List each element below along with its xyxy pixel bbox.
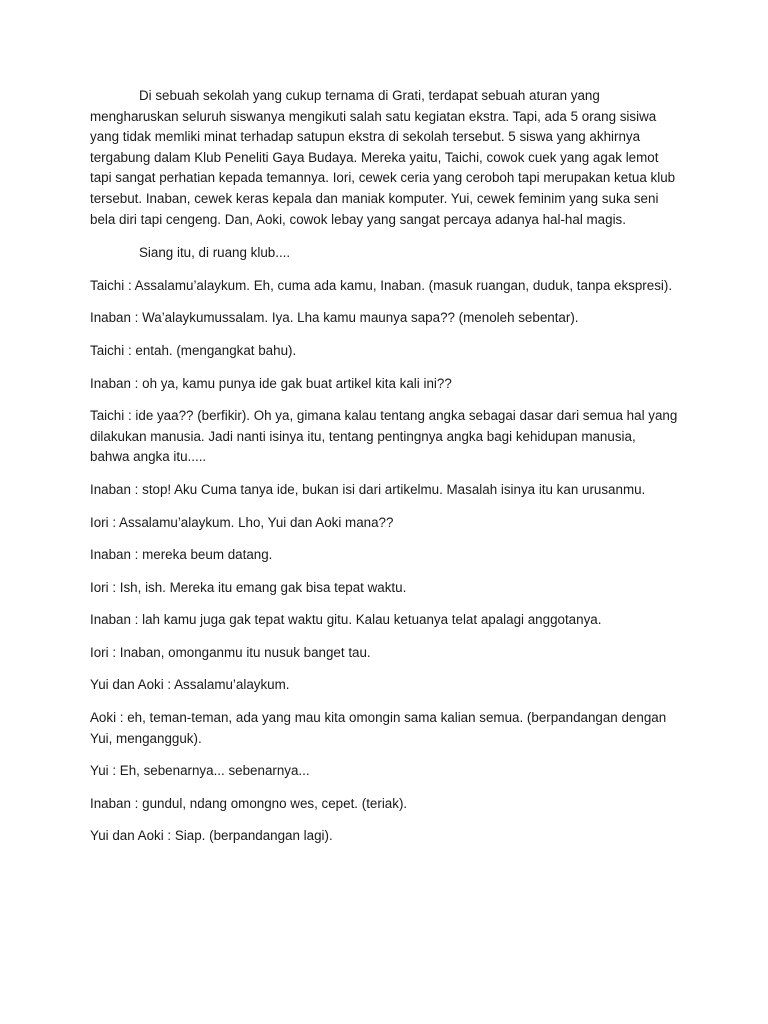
dialogue-line: Taichi : Assalamu’alaykum. Eh, cuma ada kamu, Inaban. (masuk ruangan, duduk, tanpa ekspresi). bbox=[90, 277, 673, 293]
document-page bbox=[90, 86, 678, 859]
dialogue-line: Inaban : mereka beum datang. bbox=[90, 547, 273, 563]
dialogue-line: Inaban : Wa’alaykumussalam. Iya. Lha kamu maunya sapa?? (menoleh sebentar). bbox=[90, 310, 579, 326]
dialogue-line: Inaban : lah kamu juga gak tepat waktu gitu. Kalau ketuanya telat apalagi anggotanya. bbox=[90, 612, 602, 628]
dialogue-line: Yui dan Aoki : Siap. (berpandangan lagi). bbox=[90, 828, 333, 844]
dialogue-line: Inaban : gundul, ndang omongno wes, cepet. (teriak). bbox=[90, 795, 408, 811]
dialogue-line: Inaban : oh ya, kamu punya ide gak buat artikel kita kali ini?? bbox=[90, 375, 452, 391]
dialogue-line: Inaban : stop! Aku Cuma tanya ide, bukan isi dari artikelmu. Masalah isinya itu kan urusanmu. bbox=[90, 481, 646, 497]
dialogue-line: Yui dan Aoki : Assalamu’alaykum. bbox=[90, 677, 290, 693]
dialogue-line: Aoki : eh, teman-teman, ada yang mau kita omongin sama kalian semua. (berpandangan dengan Yui, mengangguk). bbox=[90, 710, 667, 746]
dialogue-line: Iori : Assalamu’alaykum. Lho, Yui dan Aoki mana?? bbox=[90, 514, 394, 530]
scene-paragraph: Siang itu, di ruang klub.... bbox=[139, 245, 291, 261]
dialogue-line: Iori : Ish, ish. Mereka itu emang gak bisa tepat waktu. bbox=[90, 579, 407, 595]
dialogue-line: Yui : Eh, sebenarnya... sebenarnya... bbox=[90, 763, 310, 779]
dialogue-line: Taichi : entah. (mengangkat bahu). bbox=[90, 342, 297, 358]
dialogue-line: Taichi : ide yaa?? (berfikir). Oh ya, gimana kalau tentang angka sebagai dasar dari semua hal yang dilakukan manusia. Jadi nanti isinya itu, tentang pentingnya angka bagi kehidupan manusia, bahwa angka itu..... bbox=[90, 408, 678, 465]
intro-paragraph: Di sebuah sekolah yang cukup ternama di Grati, terdapat sebuah aturan yang mengharuskan seluruh siswanya mengikuti salah satu kegiatan ekstra. Tapi, ada 5 orang sisiwa yang tidak memliki minat terhadap satupun ekstra di sekolah tersebut. 5 siswa yang akhirnya tergabung dalam Klub Peneliti Gaya Budaya. Mereka yaitu, Taichi, cowok cuek yang agak lemot tapi sangat perhatian kepada temannya. Iori, cewek ceria yang ceroboh tapi merupakan ketua klub tersebut. Inaban, cewek keras kepala dan maniak komputer. Yui, cewek feminim yang suka seni bela diri tapi cengeng. Dan, Aoki, cowok lebay yang sangat percaya adanya hal-hal magis. bbox=[90, 88, 676, 227]
dialogue-line: Iori : Inaban, omonganmu itu nusuk banget tau. bbox=[90, 644, 371, 660]
